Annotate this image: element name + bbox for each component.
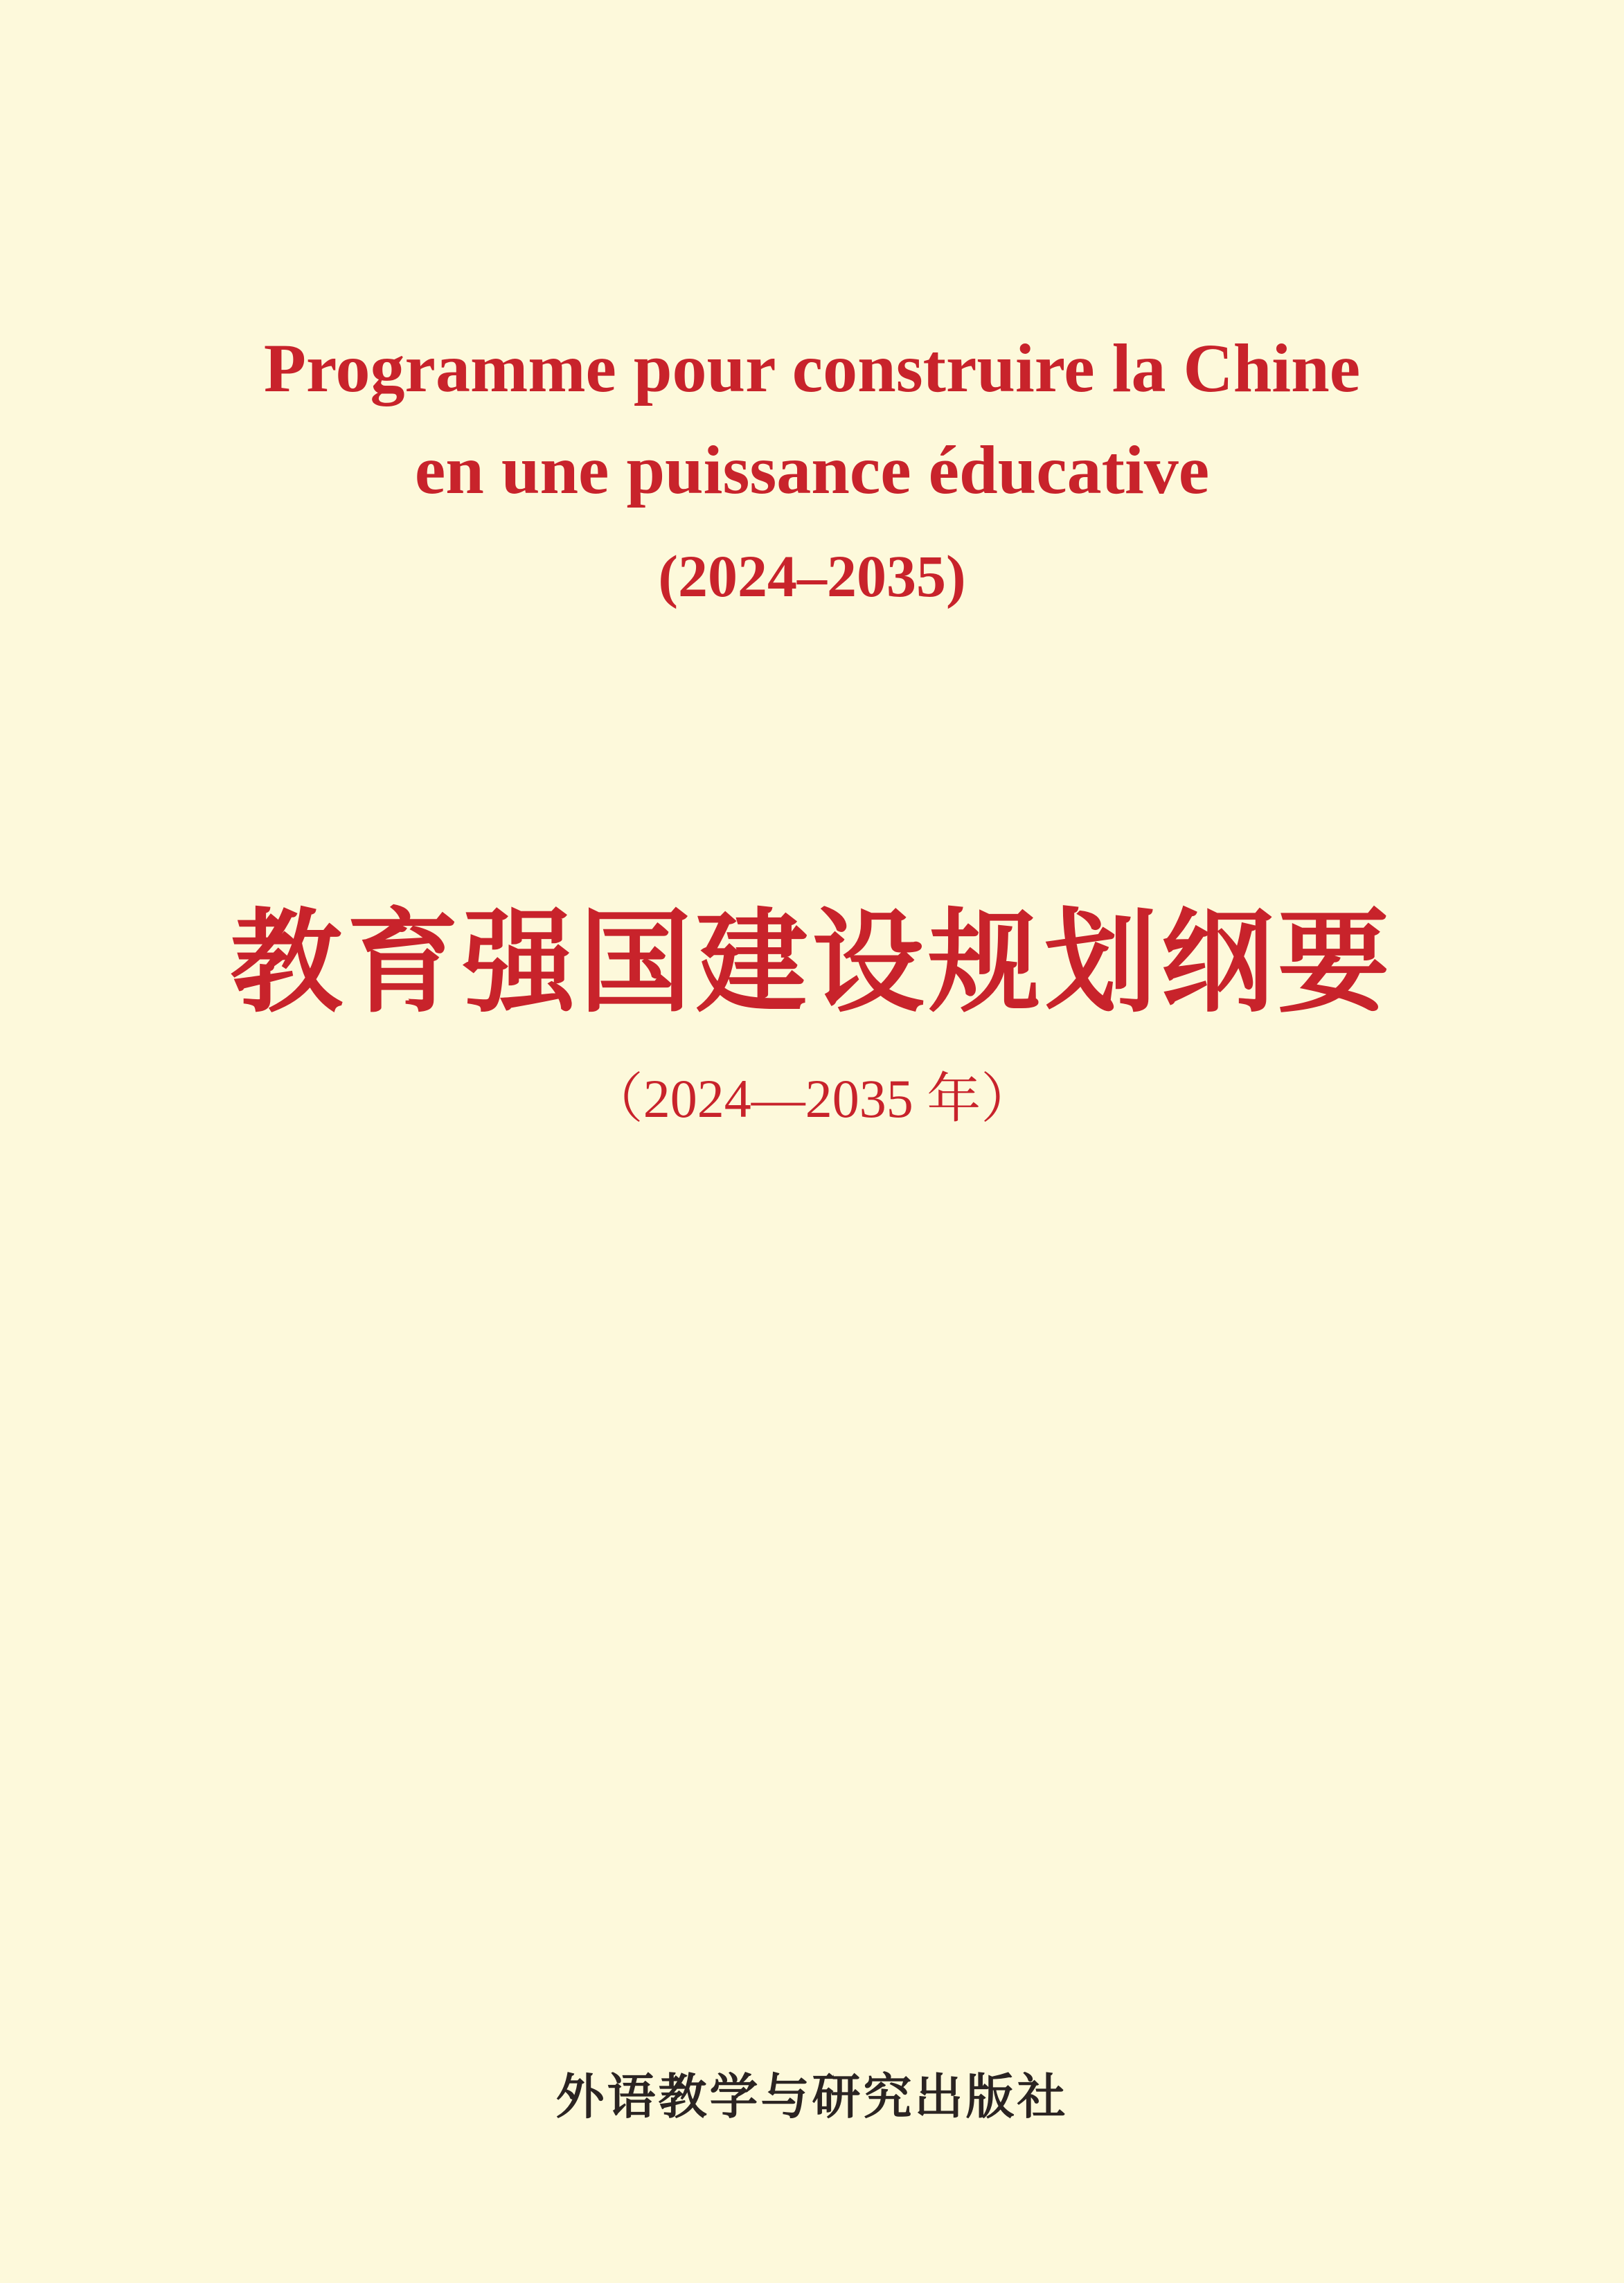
chinese-title: 教育强国建设规划纲要	[230, 902, 1394, 1026]
french-title-line1: Programme pour construire la Chine	[263, 330, 1361, 406]
chinese-years: （2024—2035 年）	[589, 1068, 1035, 1129]
french-title-line2: en une puissance éducative	[414, 431, 1210, 508]
french-years: (2024–2035)	[658, 543, 966, 609]
publisher-name: 外语教学与研究出版社	[555, 2070, 1069, 2124]
french-title	[0, 317, 1624, 521]
